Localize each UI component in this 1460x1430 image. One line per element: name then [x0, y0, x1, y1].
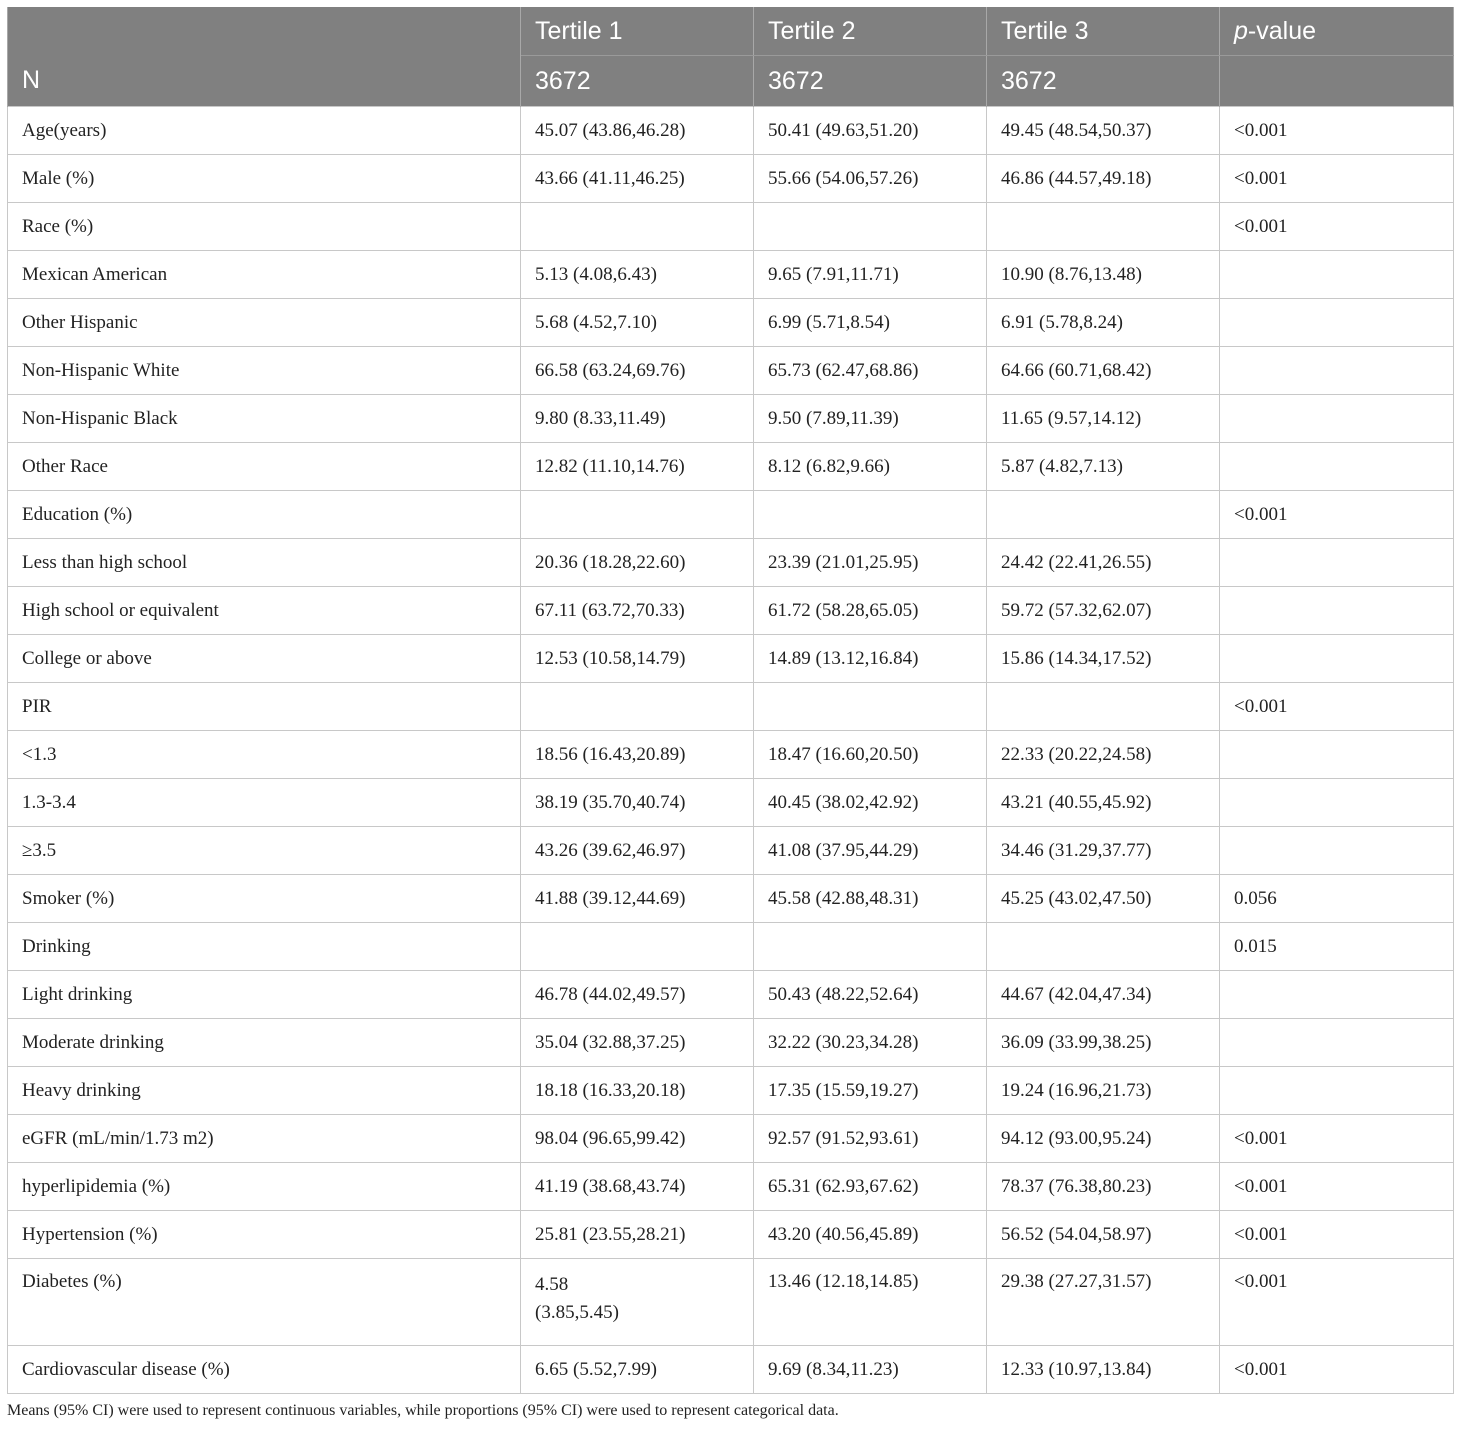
row-label: Less than high school: [8, 539, 521, 587]
cell-tertile-1: [521, 1259, 754, 1346]
cell-tertile-2: 13.46 (12.18,14.85): [754, 1259, 987, 1346]
cell-p-value: [1220, 587, 1454, 635]
cell-p-value: [1220, 971, 1454, 1019]
cell-tertile-2: 18.47 (16.60,20.50): [754, 731, 987, 779]
data-table-container: [7, 7, 1453, 1394]
cell-tertile-3: 46.86 (44.57,49.18): [987, 155, 1220, 203]
cell-tertile-2: 65.31 (62.93,67.62): [754, 1163, 987, 1211]
cell-tertile-2: 32.22 (30.23,34.28): [754, 1019, 987, 1067]
cell-tertile-3: 59.72 (57.32,62.07): [987, 587, 1220, 635]
cell-p-value: <0.001: [1220, 155, 1454, 203]
cell-tertile-1: 35.04 (32.88,37.25): [521, 1019, 754, 1067]
cell-tertile-3: [987, 683, 1220, 731]
table-row: [8, 107, 1454, 155]
cell-tertile-3: 36.09 (33.99,38.25): [987, 1019, 1220, 1067]
row-label: Male (%): [8, 155, 521, 203]
cell-tertile-1: 12.53 (10.58,14.79): [521, 635, 754, 683]
cell-tertile-1: 38.19 (35.70,40.74): [521, 779, 754, 827]
cell-tertile-2: [754, 203, 987, 251]
cell-tertile-1: 46.78 (44.02,49.57): [521, 971, 754, 1019]
header-p-italic: p: [1234, 16, 1248, 45]
row-label: Cardiovascular disease (%): [8, 1346, 521, 1394]
cell-tertile-1: 66.58 (63.24,69.76): [521, 347, 754, 395]
cell-tertile-2: 50.43 (48.22,52.64): [754, 971, 987, 1019]
cell-tertile-2: 40.45 (38.02,42.92): [754, 779, 987, 827]
cell-tertile-1: 67.11 (63.72,70.33): [521, 587, 754, 635]
cell-p-value: [1220, 251, 1454, 299]
cell-tertile-3: [987, 203, 1220, 251]
row-label: Smoker (%): [8, 875, 521, 923]
cell-p-value: <0.001: [1220, 1115, 1454, 1163]
table-row: [8, 1259, 1454, 1346]
cell-p-value: [1220, 443, 1454, 491]
cell-tertile-3: 49.45 (48.54,50.37): [987, 107, 1220, 155]
cell-p-value: [1220, 827, 1454, 875]
cell-p-value: <0.001: [1220, 203, 1454, 251]
row-label: Non-Hispanic White: [8, 347, 521, 395]
cell-tertile-3: 22.33 (20.22,24.58): [987, 731, 1220, 779]
cell-tertile-1: 41.19 (38.68,43.74): [521, 1163, 754, 1211]
header-p-value: [1220, 7, 1454, 56]
cell-tertile-1: 6.65 (5.52,7.99): [521, 1346, 754, 1394]
table-row: [8, 1346, 1454, 1394]
cell-p-value: [1220, 395, 1454, 443]
row-label: <1.3: [8, 731, 521, 779]
table-row: [8, 1115, 1454, 1163]
cell-tertile-2: 17.35 (15.59,19.27): [754, 1067, 987, 1115]
table-row: [8, 203, 1454, 251]
cell-tertile-2: 9.69 (8.34,11.23): [754, 1346, 987, 1394]
row-label: Education (%): [8, 491, 521, 539]
cell-tertile-1: [521, 683, 754, 731]
cell-tertile-3: 12.33 (10.97,13.84): [987, 1346, 1220, 1394]
cell-tertile-1: 25.81 (23.55,28.21): [521, 1211, 754, 1259]
cell-p-value: <0.001: [1220, 1346, 1454, 1394]
tertile-table: [7, 7, 1454, 1394]
cell-tertile-3: 45.25 (43.02,47.50): [987, 875, 1220, 923]
table-row: [8, 587, 1454, 635]
row-label: PIR: [8, 683, 521, 731]
cell-tertile-1: 98.04 (96.65,99.42): [521, 1115, 754, 1163]
cell-tertile-2: 8.12 (6.82,9.66): [754, 443, 987, 491]
cell-tertile-2: 9.50 (7.89,11.39): [754, 395, 987, 443]
cell-tertile-1-line-2: (3.85,5.45): [535, 1302, 619, 1323]
cell-tertile-3: 56.52 (54.04,58.97): [987, 1211, 1220, 1259]
cell-p-value: <0.001: [1220, 1163, 1454, 1211]
cell-p-value: <0.001: [1220, 1211, 1454, 1259]
cell-p-value: [1220, 539, 1454, 587]
table-row: [8, 1067, 1454, 1115]
row-label: Moderate drinking: [8, 1019, 521, 1067]
cell-tertile-3: 44.67 (42.04,47.34): [987, 971, 1220, 1019]
header-tertile-3: Tertile 3: [987, 7, 1220, 56]
table-row: [8, 347, 1454, 395]
cell-tertile-2: 23.39 (21.01,25.95): [754, 539, 987, 587]
table-body: [8, 107, 1454, 1394]
table-row: [8, 683, 1454, 731]
row-label: Drinking: [8, 923, 521, 971]
cell-tertile-2: [754, 683, 987, 731]
cell-tertile-2: 14.89 (13.12,16.84): [754, 635, 987, 683]
cell-tertile-1: 18.56 (16.43,20.89): [521, 731, 754, 779]
cell-tertile-3: 64.66 (60.71,68.42): [987, 347, 1220, 395]
cell-tertile-2: [754, 923, 987, 971]
cell-p-value: <0.001: [1220, 1259, 1454, 1346]
cell-tertile-3: 19.24 (16.96,21.73): [987, 1067, 1220, 1115]
header-corner: [8, 7, 521, 56]
header-tertile-1: Tertile 1: [521, 7, 754, 56]
cell-tertile-2: 55.66 (54.06,57.26): [754, 155, 987, 203]
table-row: [8, 923, 1454, 971]
cell-p-value: [1220, 299, 1454, 347]
cell-tertile-2: 92.57 (91.52,93.61): [754, 1115, 987, 1163]
cell-p-value: [1220, 1067, 1454, 1115]
cell-tertile-1: 43.26 (39.62,46.97): [521, 827, 754, 875]
cell-tertile-1: 9.80 (8.33,11.49): [521, 395, 754, 443]
table-row: [8, 875, 1454, 923]
cell-tertile-2: 41.08 (37.95,44.29): [754, 827, 987, 875]
cell-tertile-1: 5.13 (4.08,6.43): [521, 251, 754, 299]
cell-tertile-2: 61.72 (58.28,65.05): [754, 587, 987, 635]
cell-p-value: [1220, 731, 1454, 779]
row-label: Heavy drinking: [8, 1067, 521, 1115]
row-label: Non-Hispanic Black: [8, 395, 521, 443]
row-label: Mexican American: [8, 251, 521, 299]
cell-p-value: 0.056: [1220, 875, 1454, 923]
cell-tertile-1: 43.66 (41.11,46.25): [521, 155, 754, 203]
header-n-label: N: [8, 56, 521, 107]
cell-tertile-3: 6.91 (5.78,8.24): [987, 299, 1220, 347]
cell-tertile-1-line-1: 4.58: [535, 1274, 569, 1295]
row-label: Other Race: [8, 443, 521, 491]
header-row-n: [8, 56, 1454, 107]
cell-p-value: <0.001: [1220, 683, 1454, 731]
cell-tertile-1: [521, 923, 754, 971]
header-p-suffix: -value: [1247, 16, 1316, 45]
row-label: Race (%): [8, 203, 521, 251]
table-footnote: Means (95% CI) were used to represent continuous variables, while proportions (95% CI) were used to represent categorical data.: [7, 1402, 839, 1419]
cell-tertile-3: 11.65 (9.57,14.12): [987, 395, 1220, 443]
table-row: [8, 1019, 1454, 1067]
cell-tertile-3: 94.12 (93.00,95.24): [987, 1115, 1220, 1163]
cell-tertile-1: [521, 491, 754, 539]
cell-p-value: [1220, 779, 1454, 827]
cell-tertile-3: [987, 491, 1220, 539]
table-row: [8, 443, 1454, 491]
table-header: [8, 7, 1454, 107]
cell-tertile-1: 18.18 (16.33,20.18): [521, 1067, 754, 1115]
table-row: [8, 731, 1454, 779]
table-row: [8, 827, 1454, 875]
table-row: [8, 299, 1454, 347]
header-n-tertile-2: 3672: [754, 56, 987, 107]
cell-tertile-3: 10.90 (8.76,13.48): [987, 251, 1220, 299]
cell-tertile-3: [987, 923, 1220, 971]
row-label: College or above: [8, 635, 521, 683]
row-label: Hypertension (%): [8, 1211, 521, 1259]
header-n-tertile-3: 3672: [987, 56, 1220, 107]
cell-tertile-1: 12.82 (11.10,14.76): [521, 443, 754, 491]
cell-tertile-2: 9.65 (7.91,11.71): [754, 251, 987, 299]
cell-tertile-1: 41.88 (39.12,44.69): [521, 875, 754, 923]
table-row: [8, 395, 1454, 443]
cell-tertile-2: [754, 491, 987, 539]
row-label: ≥3.5: [8, 827, 521, 875]
row-label: eGFR (mL/min/1.73 m2): [8, 1115, 521, 1163]
cell-p-value: <0.001: [1220, 491, 1454, 539]
cell-tertile-2: 65.73 (62.47,68.86): [754, 347, 987, 395]
cell-tertile-3: 29.38 (27.27,31.57): [987, 1259, 1220, 1346]
cell-tertile-2: 45.58 (42.88,48.31): [754, 875, 987, 923]
cell-p-value: <0.001: [1220, 107, 1454, 155]
cell-p-value: [1220, 347, 1454, 395]
row-label: Other Hispanic: [8, 299, 521, 347]
table-row: [8, 971, 1454, 1019]
cell-tertile-3: 24.42 (22.41,26.55): [987, 539, 1220, 587]
cell-tertile-1: [521, 203, 754, 251]
table-row: [8, 635, 1454, 683]
cell-p-value: 0.015: [1220, 923, 1454, 971]
header-n-p-value: [1220, 56, 1454, 107]
cell-tertile-3: 34.46 (31.29,37.77): [987, 827, 1220, 875]
cell-tertile-3: 5.87 (4.82,7.13): [987, 443, 1220, 491]
table-row: [8, 539, 1454, 587]
cell-p-value: [1220, 1019, 1454, 1067]
cell-tertile-3: 15.86 (14.34,17.52): [987, 635, 1220, 683]
row-label: High school or equivalent: [8, 587, 521, 635]
table-row: [8, 779, 1454, 827]
row-label: hyperlipidemia (%): [8, 1163, 521, 1211]
table-row: [8, 491, 1454, 539]
cell-tertile-2: 50.41 (49.63,51.20): [754, 107, 987, 155]
header-n-tertile-1: 3672: [521, 56, 754, 107]
cell-p-value: [1220, 635, 1454, 683]
row-label: Light drinking: [8, 971, 521, 1019]
cell-tertile-1: 5.68 (4.52,7.10): [521, 299, 754, 347]
cell-tertile-1: 45.07 (43.86,46.28): [521, 107, 754, 155]
table-row: [8, 1211, 1454, 1259]
header-tertile-2: Tertile 2: [754, 7, 987, 56]
table-row: [8, 155, 1454, 203]
cell-tertile-2: 6.99 (5.71,8.54): [754, 299, 987, 347]
table-row: [8, 251, 1454, 299]
table-row: [8, 1163, 1454, 1211]
cell-tertile-2: 43.20 (40.56,45.89): [754, 1211, 987, 1259]
row-label: Diabetes (%): [8, 1259, 521, 1346]
cell-tertile-3: 78.37 (76.38,80.23): [987, 1163, 1220, 1211]
row-label: Age(years): [8, 107, 521, 155]
header-row-tertiles: [8, 7, 1454, 56]
cell-tertile-1: 20.36 (18.28,22.60): [521, 539, 754, 587]
row-label: 1.3-3.4: [8, 779, 521, 827]
cell-tertile-3: 43.21 (40.55,45.92): [987, 779, 1220, 827]
